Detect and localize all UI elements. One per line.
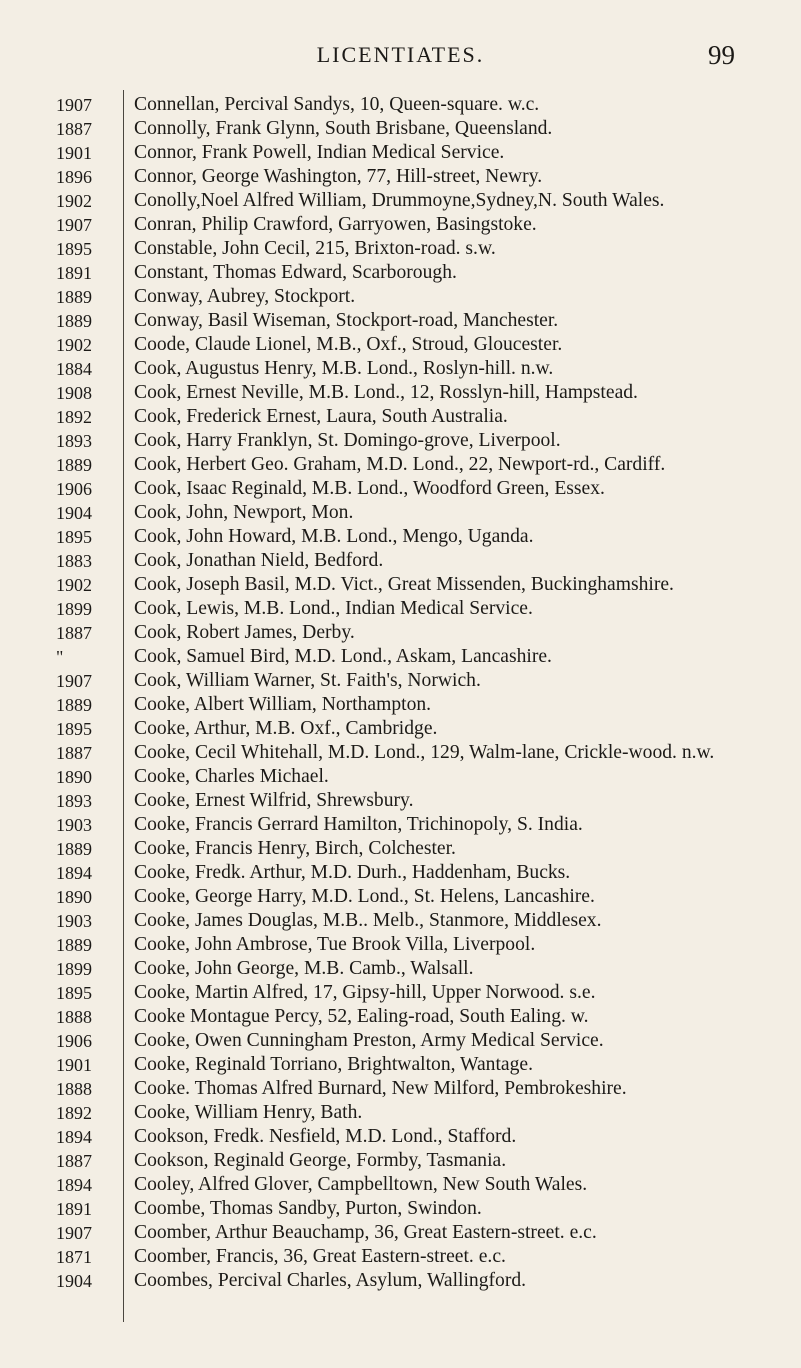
entry-year: 1889 bbox=[56, 311, 92, 331]
entry-text: Cook, Samuel Bird, M.D. Lond., Askam, Lancashire. bbox=[134, 646, 552, 667]
entry-year: 1896 bbox=[56, 167, 92, 187]
entry-year: 1902 bbox=[56, 575, 92, 595]
list-item bbox=[56, 309, 776, 333]
entry-text: Conolly,Noel Alfred William, Drummoyne,Sydney,N. South Wales. bbox=[134, 190, 665, 211]
list-item bbox=[56, 501, 776, 525]
entry-year: 1889 bbox=[56, 287, 92, 307]
entry-text: Cookson, Reginald George, Formby, Tasmania. bbox=[134, 1150, 507, 1171]
entry-text: Cooke, Charles Michael. bbox=[134, 766, 329, 787]
entry-text: Cook, Herbert Geo. Graham, M.D. Lond., 22, Newport-rd., Cardiff. bbox=[134, 454, 666, 475]
list-item bbox=[56, 1053, 776, 1077]
list-item bbox=[56, 429, 776, 453]
entry-year: 1904 bbox=[56, 503, 92, 523]
entry-year: 1895 bbox=[56, 239, 92, 259]
entry-text: Coombes, Percival Charles, Asylum, Wallingford. bbox=[134, 1270, 527, 1291]
entry-year: 1903 bbox=[56, 911, 92, 931]
list-item bbox=[56, 549, 776, 573]
entry-text: Cook, Frederick Ernest, Laura, South Australia. bbox=[134, 406, 508, 427]
list-item bbox=[56, 285, 776, 309]
list-item bbox=[56, 933, 776, 957]
list-item bbox=[56, 1149, 776, 1173]
entry-text: Connor, Frank Powell, Indian Medical Service. bbox=[134, 142, 505, 163]
list-item bbox=[56, 93, 776, 117]
list-item bbox=[56, 1101, 776, 1125]
entry-year: 1894 bbox=[56, 863, 92, 883]
entry-year: " bbox=[56, 647, 64, 667]
entry-text: Cook, Harry Franklyn, St. Domingo-grove, Liverpool. bbox=[134, 430, 561, 451]
page-header bbox=[0, 40, 801, 80]
list-item bbox=[56, 645, 776, 669]
entry-year: 1902 bbox=[56, 191, 92, 211]
entry-text: Cook, Robert James, Derby. bbox=[134, 622, 355, 643]
entry-year: 1893 bbox=[56, 791, 92, 811]
list-item bbox=[56, 717, 776, 741]
entry-text: Cook, Ernest Neville, M.B. Lond., 12, Rosslyn-hill, Hampstead. bbox=[134, 382, 638, 403]
entry-year: 1890 bbox=[56, 887, 92, 907]
entry-year: 1891 bbox=[56, 1199, 92, 1219]
entry-text: Constant, Thomas Edward, Scarborough. bbox=[134, 262, 457, 283]
entry-year: 1894 bbox=[56, 1127, 92, 1147]
entry-year: 1890 bbox=[56, 767, 92, 787]
entry-text: Cooke, Francis Gerrard Hamilton, Trichinopoly, S. India. bbox=[134, 814, 583, 835]
list-item bbox=[56, 357, 776, 381]
entry-year: 1899 bbox=[56, 959, 92, 979]
list-item bbox=[56, 1197, 776, 1221]
entry-year: 1887 bbox=[56, 743, 92, 763]
list-item bbox=[56, 213, 776, 237]
entry-year: 1906 bbox=[56, 479, 92, 499]
list-item bbox=[56, 861, 776, 885]
list-item bbox=[56, 813, 776, 837]
entry-text: Cookson, Fredk. Nesfield, M.D. Lond., Stafford. bbox=[134, 1126, 517, 1147]
entry-year: 1892 bbox=[56, 1103, 92, 1123]
entry-year: 1889 bbox=[56, 839, 92, 859]
entry-text: Coombe, Thomas Sandby, Purton, Swindon. bbox=[134, 1198, 482, 1219]
entry-text: Cooke, John George, M.B. Camb., Walsall. bbox=[134, 958, 474, 979]
list-item bbox=[56, 261, 776, 285]
entry-text: Conran, Philip Crawford, Garryowen, Basingstoke. bbox=[134, 214, 537, 235]
entry-text: Cook, John Howard, M.B. Lond., Mengo, Uganda. bbox=[134, 526, 534, 547]
entry-year: 1887 bbox=[56, 119, 92, 139]
entry-year: 1907 bbox=[56, 671, 92, 691]
list-item bbox=[56, 909, 776, 933]
list-item bbox=[56, 1245, 776, 1269]
page-number: 99 bbox=[708, 40, 735, 70]
entry-text: Cook, Joseph Basil, M.D. Vict., Great Missenden, Buckinghamshire. bbox=[134, 574, 674, 595]
entry-year: 1899 bbox=[56, 599, 92, 619]
list-item bbox=[56, 1269, 776, 1293]
entry-year: 1895 bbox=[56, 719, 92, 739]
list-item bbox=[56, 141, 776, 165]
running-title: LICENTIATES. bbox=[316, 42, 485, 67]
entry-year: 1902 bbox=[56, 335, 92, 355]
entry-text: Cook, Isaac Reginald, M.B. Lond., Woodford Green, Essex. bbox=[134, 478, 605, 499]
entry-text: Cooke. Thomas Alfred Burnard, New Milford, Pembrokeshire. bbox=[134, 1078, 627, 1099]
list-item bbox=[56, 885, 776, 909]
list-item bbox=[56, 1077, 776, 1101]
list-item bbox=[56, 237, 776, 261]
entry-year: 1893 bbox=[56, 431, 92, 451]
entry-text: Cook, Lewis, M.B. Lond., Indian Medical Service. bbox=[134, 598, 533, 619]
list-item bbox=[56, 1173, 776, 1197]
entry-year: 1888 bbox=[56, 1079, 92, 1099]
entry-text: Cooke, Albert William, Northampton. bbox=[134, 694, 432, 715]
entry-year: 1892 bbox=[56, 407, 92, 427]
entry-text: Cook, Augustus Henry, M.B. Lond., Roslyn-hill. n.w. bbox=[134, 358, 554, 379]
list-item bbox=[56, 117, 776, 141]
entry-year: 1901 bbox=[56, 1055, 92, 1075]
entry-year: 1889 bbox=[56, 695, 92, 715]
list-item bbox=[56, 573, 776, 597]
entry-text: Cooke, Reginald Torriano, Brightwalton, Wantage. bbox=[134, 1054, 534, 1075]
entry-text: Cooke, William Henry, Bath. bbox=[134, 1102, 363, 1123]
list-item bbox=[56, 1125, 776, 1149]
entry-year: 1888 bbox=[56, 1007, 92, 1027]
entry-year: 1871 bbox=[56, 1247, 92, 1267]
entry-text: Cooke, Owen Cunningham Preston, Army Medical Service. bbox=[134, 1030, 604, 1051]
list-item bbox=[56, 789, 776, 813]
list-item bbox=[56, 453, 776, 477]
list-item bbox=[56, 741, 776, 765]
entry-text: Constable, John Cecil, 215, Brixton-road. s.w. bbox=[134, 238, 496, 259]
entry-year: 1889 bbox=[56, 455, 92, 475]
entry-text: Cooke, John Ambrose, Tue Brook Villa, Liverpool. bbox=[134, 934, 536, 955]
list-item bbox=[56, 333, 776, 357]
entry-year: 1907 bbox=[56, 215, 92, 235]
entry-year: 1894 bbox=[56, 1175, 92, 1195]
list-item bbox=[56, 693, 776, 717]
entry-year: 1907 bbox=[56, 1223, 92, 1243]
entry-year: 1884 bbox=[56, 359, 92, 379]
entry-text: Cooke, James Douglas, M.B.. Melb., Stanmore, Middlesex. bbox=[134, 910, 602, 931]
list-item bbox=[56, 189, 776, 213]
entry-text: Connolly, Frank Glynn, South Brisbane, Queensland. bbox=[134, 118, 553, 139]
list-item bbox=[56, 525, 776, 549]
entry-year: 1907 bbox=[56, 95, 92, 115]
entry-text: Cook, William Warner, St. Faith's, Norwich. bbox=[134, 670, 481, 691]
entry-text: Cooke, Francis Henry, Birch, Colchester. bbox=[134, 838, 456, 859]
entry-text: Cooke, Martin Alfred, 17, Gipsy-hill, Upper Norwood. s.e. bbox=[134, 982, 596, 1003]
entry-text: Cooley, Alfred Glover, Campbelltown, New South Wales. bbox=[134, 1174, 588, 1195]
entry-year: 1895 bbox=[56, 527, 92, 547]
entry-year: 1887 bbox=[56, 623, 92, 643]
list-item bbox=[56, 957, 776, 981]
entry-year: 1903 bbox=[56, 815, 92, 835]
entry-text: Coomber, Francis, 36, Great Eastern-street. e.c. bbox=[134, 1246, 506, 1267]
entry-text: Coode, Claude Lionel, M.B., Oxf., Stroud, Gloucester. bbox=[134, 334, 563, 355]
list-item bbox=[56, 1005, 776, 1029]
list-item bbox=[56, 837, 776, 861]
entry-text: Conway, Aubrey, Stockport. bbox=[134, 286, 356, 307]
entry-text: Cook, Jonathan Nield, Bedford. bbox=[134, 550, 384, 571]
entry-list bbox=[56, 93, 776, 1293]
entry-year: 1891 bbox=[56, 263, 92, 283]
list-item bbox=[56, 165, 776, 189]
entry-year: 1901 bbox=[56, 143, 92, 163]
entry-year: 1906 bbox=[56, 1031, 92, 1051]
entry-text: Cooke, Fredk. Arthur, M.D. Durh., Haddenham, Bucks. bbox=[134, 862, 571, 883]
list-item bbox=[56, 1221, 776, 1245]
list-item bbox=[56, 405, 776, 429]
list-item bbox=[56, 381, 776, 405]
list-item bbox=[56, 477, 776, 501]
entry-text: Cooke, Ernest Wilfrid, Shrewsbury. bbox=[134, 790, 414, 811]
list-item bbox=[56, 621, 776, 645]
entry-text: Cook, John, Newport, Mon. bbox=[134, 502, 354, 523]
entry-text: Cooke, George Harry, M.D. Lond., St. Helens, Lancashire. bbox=[134, 886, 595, 907]
entry-year: 1887 bbox=[56, 1151, 92, 1171]
entry-text: Connellan, Percival Sandys, 10, Queen-square. w.c. bbox=[134, 94, 540, 115]
entry-year: 1883 bbox=[56, 551, 92, 571]
entry-year: 1908 bbox=[56, 383, 92, 403]
list-item bbox=[56, 765, 776, 789]
entry-year: 1895 bbox=[56, 983, 92, 1003]
list-item bbox=[56, 981, 776, 1005]
list-item bbox=[56, 1029, 776, 1053]
list-item bbox=[56, 669, 776, 693]
entry-text: Cooke, Arthur, M.B. Oxf., Cambridge. bbox=[134, 718, 438, 739]
entry-text: Cooke Montague Percy, 52, Ealing-road, South Ealing. w. bbox=[134, 1006, 589, 1027]
entry-text: Connor, George Washington, 77, Hill-street, Newry. bbox=[134, 166, 543, 187]
list-item bbox=[56, 597, 776, 621]
entry-text: Conway, Basil Wiseman, Stockport-road, Manchester. bbox=[134, 310, 559, 331]
entry-year: 1904 bbox=[56, 1271, 92, 1291]
entry-year: 1889 bbox=[56, 935, 92, 955]
entry-text: Coomber, Arthur Beauchamp, 36, Great Eastern-street. e.c. bbox=[134, 1222, 597, 1243]
entry-text: Cooke, Cecil Whitehall, M.D. Lond., 129, Walm-lane, Crickle-wood. n.w. bbox=[134, 742, 715, 763]
